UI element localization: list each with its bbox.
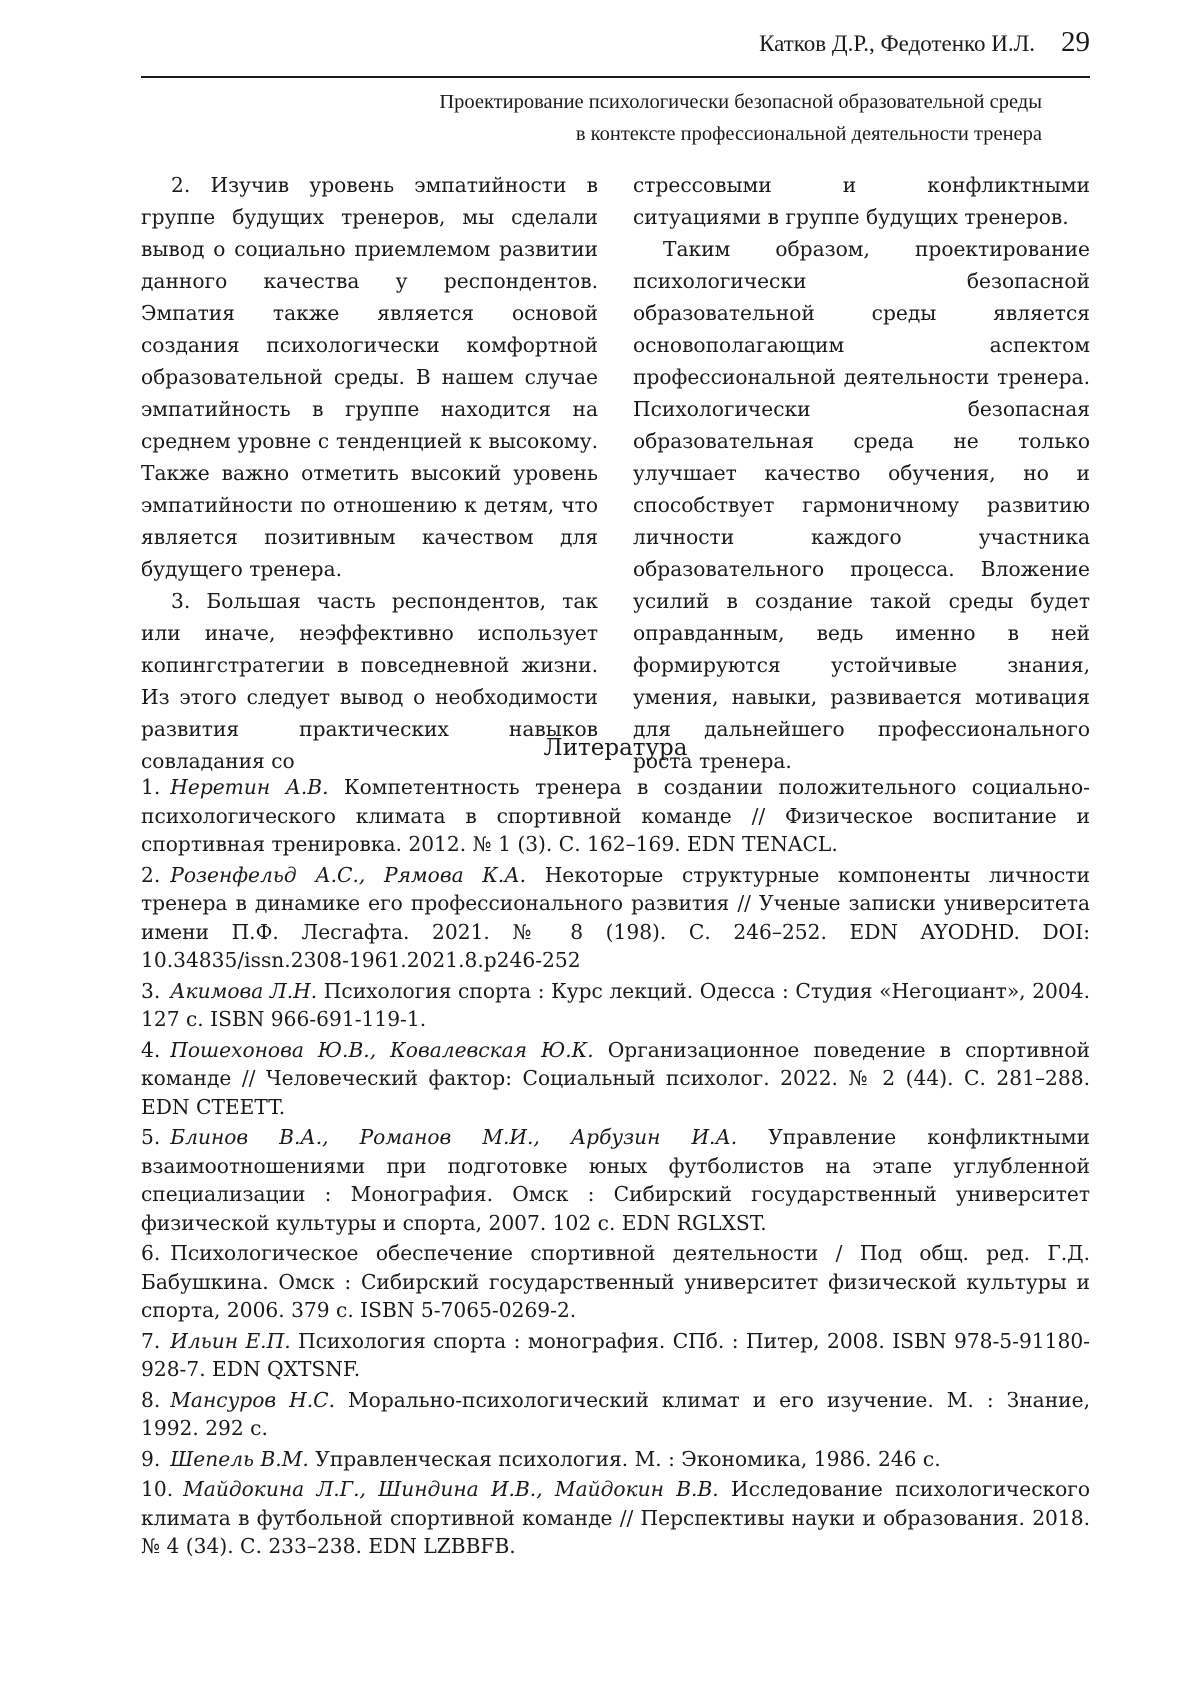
running-title-line-1: Проектирование психологически безопасной образовательной среды xyxy=(439,91,1042,113)
reference-text: Управление конфликтными взаимоотношениями при подготовке юных футболистов на этапе углубленной специализации : Монография. Омск : Сибирский государственный университет физической культуры и спорта, 2007. 102 с. EDN RGLXST. xyxy=(141,1125,1090,1235)
reference-authors: Неретин А.В. xyxy=(170,775,329,799)
reference-item xyxy=(141,1036,1090,1122)
reference-text: Психологическое обеспечение спортивной деятельности / Под общ. ред. Г.Д. Бабушкина. Омск : Сибирский государственный университет физической культуры и спорта, 2006. 379 с. ISBN 5-7065-0269-2. xyxy=(141,1241,1090,1322)
reference-text: Морально-психологический климат и его изучение. М. : Знание, 1992. 292 с. xyxy=(141,1387,1090,1440)
reference-number: 9. xyxy=(141,1446,161,1471)
body-column-left xyxy=(141,169,598,777)
reference-text: Управленческая психология. М. : Экономика, 1986. 246 с. xyxy=(308,1446,941,1471)
reference-item xyxy=(141,1475,1090,1561)
page-header xyxy=(140,26,1090,66)
paragraph-conclusion-3: 3. Большая часть респондентов, так или иначе, неэффективно использует копингстратегии в повседневной жизни. Из этого следует вывод о необходимости развития практических навыков совладания со xyxy=(141,589,598,773)
reference-item xyxy=(141,1239,1090,1325)
header-authors: Катков Д.Р., Федотенко И.Л. xyxy=(759,31,1035,56)
references-heading: Литература xyxy=(543,735,688,761)
reference-number: 6. xyxy=(141,1241,161,1265)
reference-number: 1. xyxy=(141,775,161,799)
reference-authors: Акимова Л.Н. xyxy=(170,978,318,1003)
running-title-line-2: в контексте профессиональной деятельности тренера xyxy=(575,123,1042,145)
reference-authors: Розенфельд А.С., Рямова К.А. xyxy=(170,862,527,887)
reference-item xyxy=(141,773,1090,859)
body-column-right xyxy=(633,169,1090,777)
reference-text: Компетентность тренера в создании положительного социально-психологического климата в спортивной команде // Физическое воспитание и спортивная тренировка. 2012. № 1 (3). С. 162–169. EDN TENACL. xyxy=(141,775,1090,856)
references-list xyxy=(141,773,1090,1563)
running-title xyxy=(300,86,1042,150)
header-rule xyxy=(141,76,1090,78)
reference-text: Некоторые структурные компоненты личности тренера в динамике его профессионального развития // Ученые записки университета имени П.Ф. Лесгафта. 2021. № 8 (198). С. 246–252. EDN AYODHD. DOI: 10.34835/issn.2308-1961.2021.8.p246-252 xyxy=(141,862,1090,972)
reference-number: 2. xyxy=(141,862,161,887)
reference-item xyxy=(141,1123,1090,1237)
reference-item xyxy=(141,1386,1090,1443)
reference-item xyxy=(141,1327,1090,1384)
reference-item xyxy=(141,977,1090,1034)
paragraph-conclusion-2: 2. Изучив уровень эмпатийности в группе будущих тренеров, мы сделали вывод о социально приемлемом развитии данного качества у респондентов. Эмпатия также является основой создания психологически комфортной образовательной среды. В нашем случае эмпатийность в группе находится на среднем уровне с тенденцией к высокому. Также важно отметить высокий уровень эмпатийности по отношению к детям, что является позитивным качеством для будущего тренера. xyxy=(141,173,598,581)
reference-number: 3. xyxy=(141,978,161,1003)
reference-authors: Пошехонова Ю.В., Ковалевская Ю.К. xyxy=(170,1037,594,1062)
reference-authors: Майдокина Л.Г., Шиндина И.В., Майдокин В.В. xyxy=(183,1477,719,1501)
reference-authors: Ильин Е.П. xyxy=(170,1328,291,1353)
page-number: 29 xyxy=(1061,26,1090,58)
reference-authors: Блинов В.А., Романов М.И., Арбузин И.А. xyxy=(170,1125,738,1149)
reference-number: 7. xyxy=(141,1328,161,1353)
reference-text: Психология спорта : Курс лекций. Одесса : Студия «Негоциант», 2004. 127 с. ISBN 966-691-119-1. xyxy=(141,978,1090,1031)
reference-text: Организационное поведение в спортивной команде // Человеческий фактор: Социальный психолог. 2022. № 2 (44). С. 281–288. EDN CTEETT. xyxy=(141,1037,1090,1119)
paragraph-continuation: стрессовыми и конфликтными ситуациями в группе будущих тренеров. xyxy=(633,173,1090,229)
reference-text: Психология спорта : монография. СПб. : Питер, 2008. ISBN 978-5-91180-928-7. EDN QXTSNF. xyxy=(141,1328,1091,1381)
reference-authors: Мансуров Н.С. xyxy=(170,1387,335,1412)
reference-item xyxy=(141,861,1090,975)
reference-authors: Шепель В.М. xyxy=(170,1446,309,1471)
reference-number: 8. xyxy=(141,1387,161,1412)
reference-item xyxy=(141,1445,1090,1474)
reference-number: 10. xyxy=(141,1477,174,1501)
reference-text: Исследование психологического климата в футбольной спортивной команде // Перспективы науки и образования. 2018. № 4 (34). С. 233–238. EDN LZBBFB. xyxy=(141,1477,1091,1558)
reference-number: 5. xyxy=(141,1125,161,1149)
paragraph-final-summary: Таким образом, проектирование психологически безопасной образовательной среды является основополагающим аспектом профессиональной деятельности тренера. Психологически безопасная образовательная среда не только улучшает качество обучения, но и способствует гармоничному развитию личности каждого участника образовательного процесса. Вложение усилий в создание такой среды будет оправданным, ведь именно в ней формируются устойчивые знания, умения, навыки, развивается мотивация для дальнейшего профессионального роста тренера. xyxy=(633,237,1090,773)
reference-number: 4. xyxy=(141,1037,161,1062)
